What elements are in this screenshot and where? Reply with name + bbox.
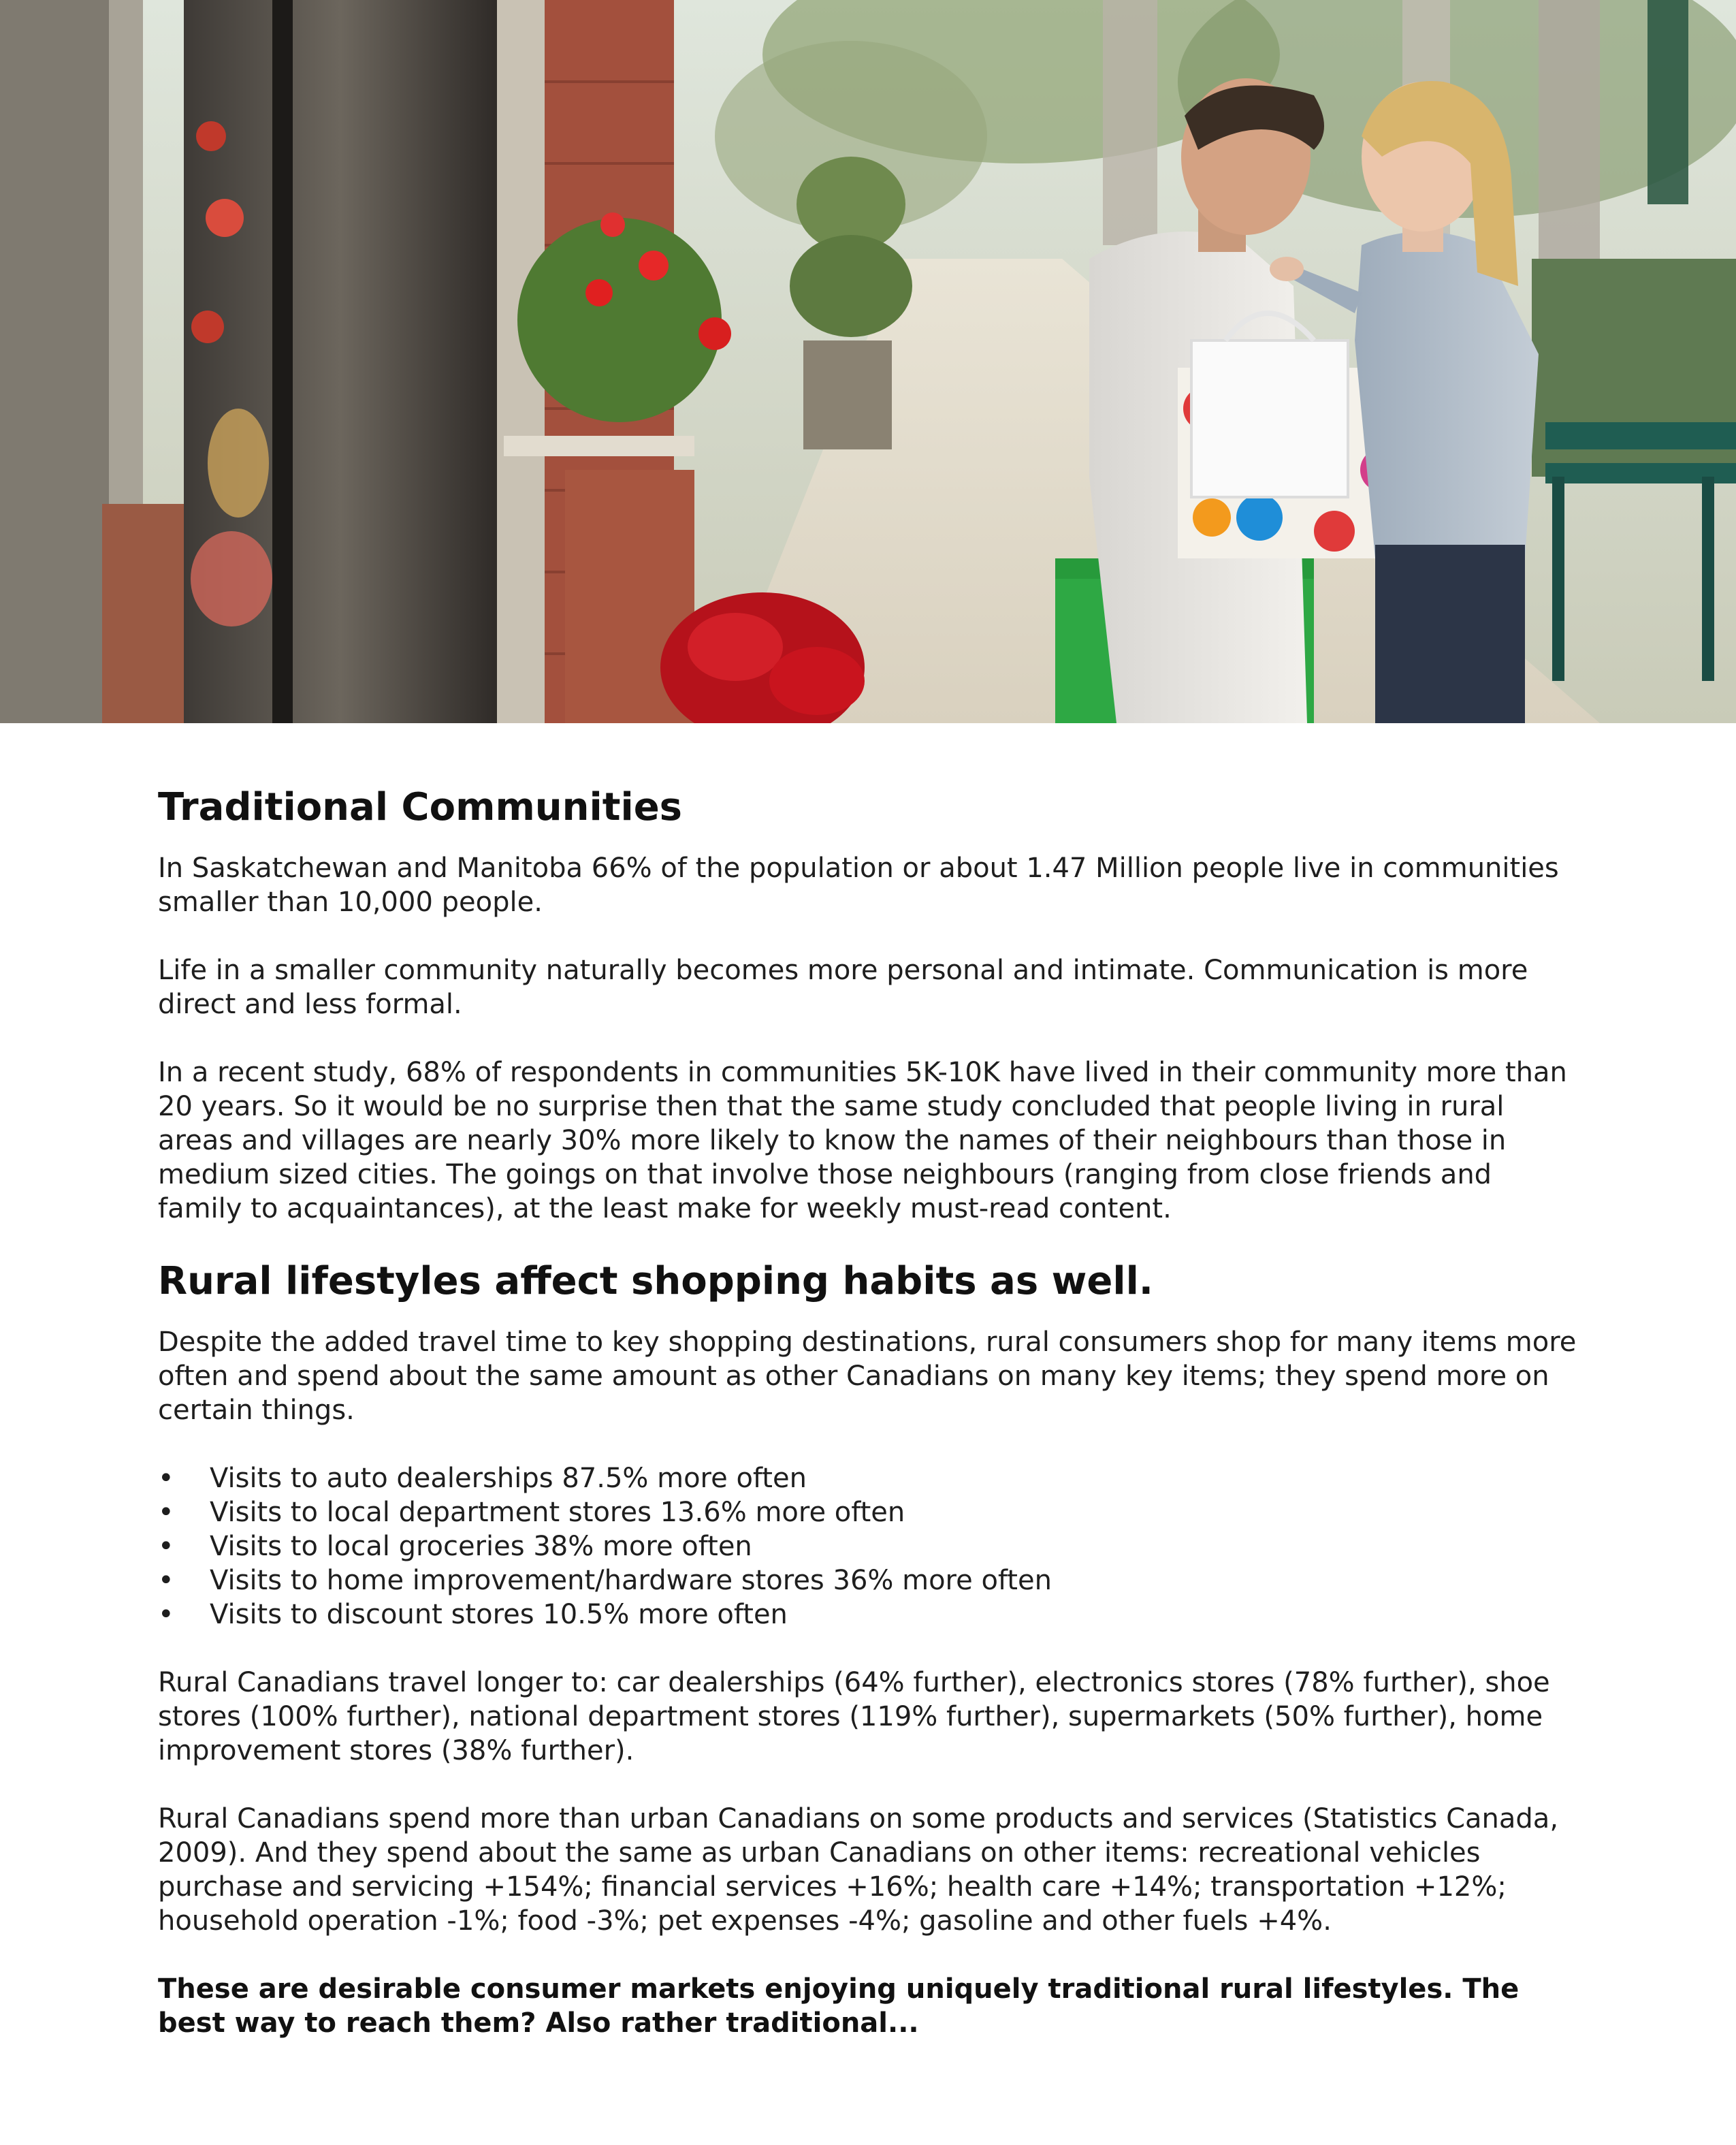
- closing-statement: These are desirable consumer markets enjoying uniquely traditional rural lifestyles. The best way to reach them? Also rather traditional...: [158, 1973, 1520, 2039]
- list-item: • Visits to home improvement/hardware stores 36% more often: [158, 1565, 1052, 1596]
- list-item: • Visits to discount stores 10.5% more often: [158, 1599, 788, 1630]
- shopping-visits-list: [158, 1461, 1581, 1632]
- paragraph-shopping-intro: Despite the added travel time to key shopping destinations, rural consumers shop for many items more often and spend about the same amount as other Canadians on many key items; they spend more on certain things.: [158, 1326, 1577, 1426]
- section-heading-rural-lifestyles: Rural lifestyles affect shopping habits as well.: [158, 1259, 1154, 1303]
- paragraph-community-life: Life in a smaller community naturally becomes more personal and intimate. Communication is more direct and less formal.: [158, 955, 1528, 1020]
- bullet-icon: •: [158, 1463, 174, 1494]
- paragraph-spending: Rural Canadians spend more than urban Canadians on some products and services (Statistics Canada, 2009). And they spend about the same as urban Canadians on other items: recreational vehicles purchase and servicing +154%; financial services +16%; health care +14%; transportation +12%; household operation -1%; food -3%; pet expenses -4%; gasoline and other fuels +4%.: [158, 1803, 1559, 1937]
- paragraph-study: In a recent study, 68% of respondents in communities 5K-10K have lived in their community more than 20 years. So it would be no surprise then that the same study concluded that people living in rural areas and villages are nearly 30% more likely to know the names of their neighbours than those in medium sized cities. The goings on that involve those neighbours (ranging from close friends and family to acquaintances), at the least make for weekly must-read content.: [158, 1057, 1567, 1224]
- paragraph-travel-distance: Rural Canadians travel longer to: car dealerships (64% further), electronics stores (78% further), shoe stores (100% further), national department stores (119% further), supermarkets (50% further), home improvement stores (38% further).: [158, 1667, 1550, 1766]
- paragraph-population: In Saskatchewan and Manitoba 66% of the population or about 1.47 Million people live in communities smaller than 10,000 people.: [158, 853, 1559, 918]
- hero-photo: [0, 0, 1736, 723]
- bullet-icon: •: [158, 1599, 174, 1630]
- section-heading-traditional-communities: Traditional Communities: [158, 785, 682, 829]
- list-item: • Visits to local department stores 13.6% more often: [158, 1497, 905, 1528]
- bullet-icon: •: [158, 1565, 174, 1596]
- bullet-icon: •: [158, 1531, 174, 1562]
- list-item: • Visits to auto dealerships 87.5% more often: [158, 1463, 807, 1494]
- article-body: [158, 783, 1581, 2040]
- bullet-icon: •: [158, 1497, 174, 1528]
- street-shopping-photo: [0, 0, 1736, 723]
- list-item: • Visits to local groceries 38% more often: [158, 1531, 752, 1562]
